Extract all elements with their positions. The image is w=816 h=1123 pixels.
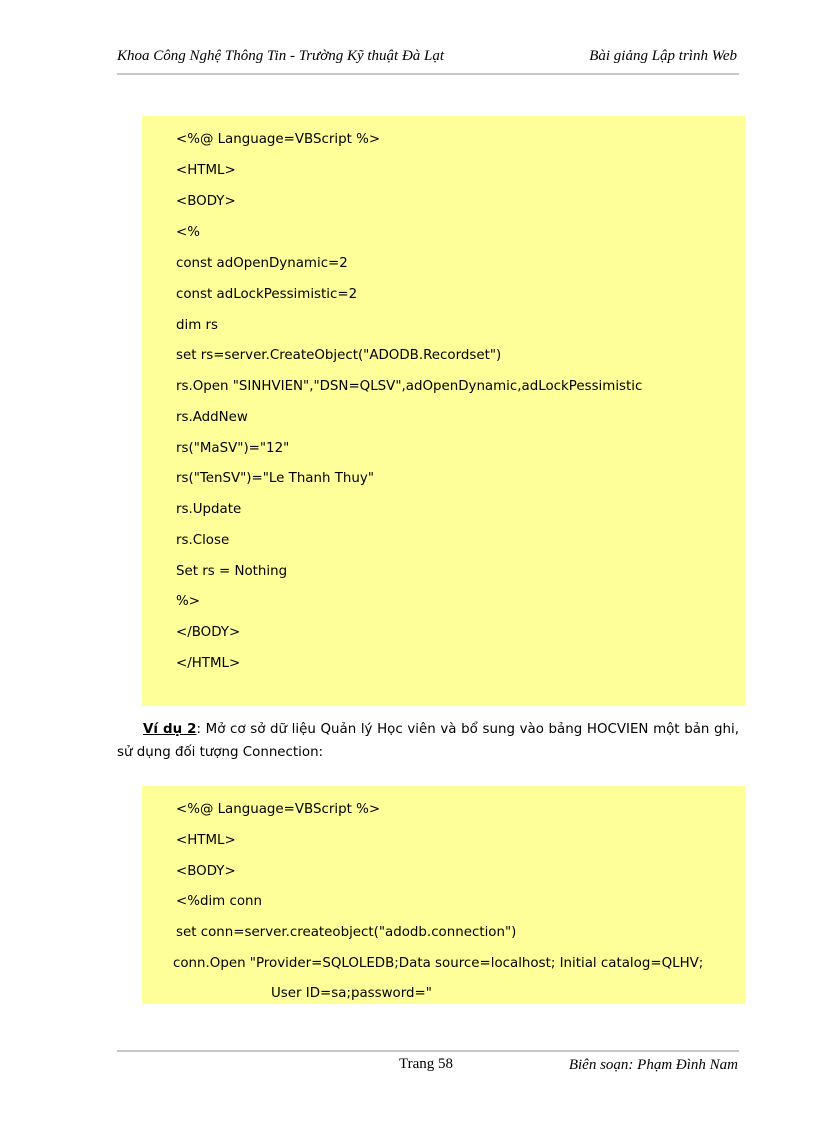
code-line: Set rs = Nothing (176, 564, 288, 579)
code-line: <HTML> (176, 163, 236, 178)
footer-rule (117, 1050, 739, 1052)
page-number: Trang 58 (399, 1056, 454, 1072)
example-text: : Mở cơ sở dữ liệu Quản lý Học viên và bổ sung vào bảng HOCVIEN một bản ghi, sử dụng đối tượng Connection: (117, 722, 739, 760)
code-line: rs.Open "SINHVIEN","DSN=QLSV",adOpenDynamic,adLockPessimistic (176, 379, 643, 394)
code-line: <HTML> (176, 833, 236, 848)
example-paragraph (117, 718, 739, 764)
code-line: rs.Update (176, 502, 242, 517)
code-line: rs("MaSV")="12" (176, 441, 290, 456)
header-rule (117, 73, 739, 75)
code-line: </BODY> (176, 625, 241, 640)
code-line: rs.AddNew (176, 410, 248, 425)
code-line: <BODY> (176, 864, 236, 879)
code-line: User ID=sa;password=" (271, 986, 432, 1001)
code-line: <%@ Language=VBScript %> (176, 802, 381, 817)
example-label: Ví dụ 2 (143, 722, 197, 737)
footer-author: Biên soạn: Phạm Đình Nam (568, 1057, 738, 1073)
code-line: <% (176, 225, 200, 240)
code-line: <BODY> (176, 194, 236, 209)
code-line: <%dim conn (176, 894, 262, 909)
code-line: <%@ Language=VBScript %> (176, 132, 381, 147)
header-course-title: Bài giảng Lập trình Web (589, 48, 737, 64)
code-line: </HTML> (176, 656, 241, 671)
code-block-2 (142, 786, 746, 1004)
header-department: Khoa Công Nghệ Thông Tin - Trường Kỹ thuật Đà Lạt (117, 48, 445, 64)
code-line: rs.Close (176, 533, 230, 548)
code-line: rs("TenSV")="Le Thanh Thuy" (176, 471, 374, 486)
code-line: dim rs (176, 318, 219, 333)
code-line: const adOpenDynamic=2 (176, 256, 348, 271)
code-line: const adLockPessimistic=2 (176, 287, 358, 302)
code-line: set conn=server.createobject("adodb.connection") (176, 925, 517, 940)
page-header (117, 48, 737, 68)
code-line: conn.Open "Provider=SQLOLEDB;Data source=localhost; Initial catalog=QLHV; (173, 956, 704, 971)
code-block-1 (142, 116, 746, 706)
code-line: set rs=server.CreateObject("ADODB.Recordset") (176, 348, 502, 363)
code-line: %> (176, 594, 200, 609)
